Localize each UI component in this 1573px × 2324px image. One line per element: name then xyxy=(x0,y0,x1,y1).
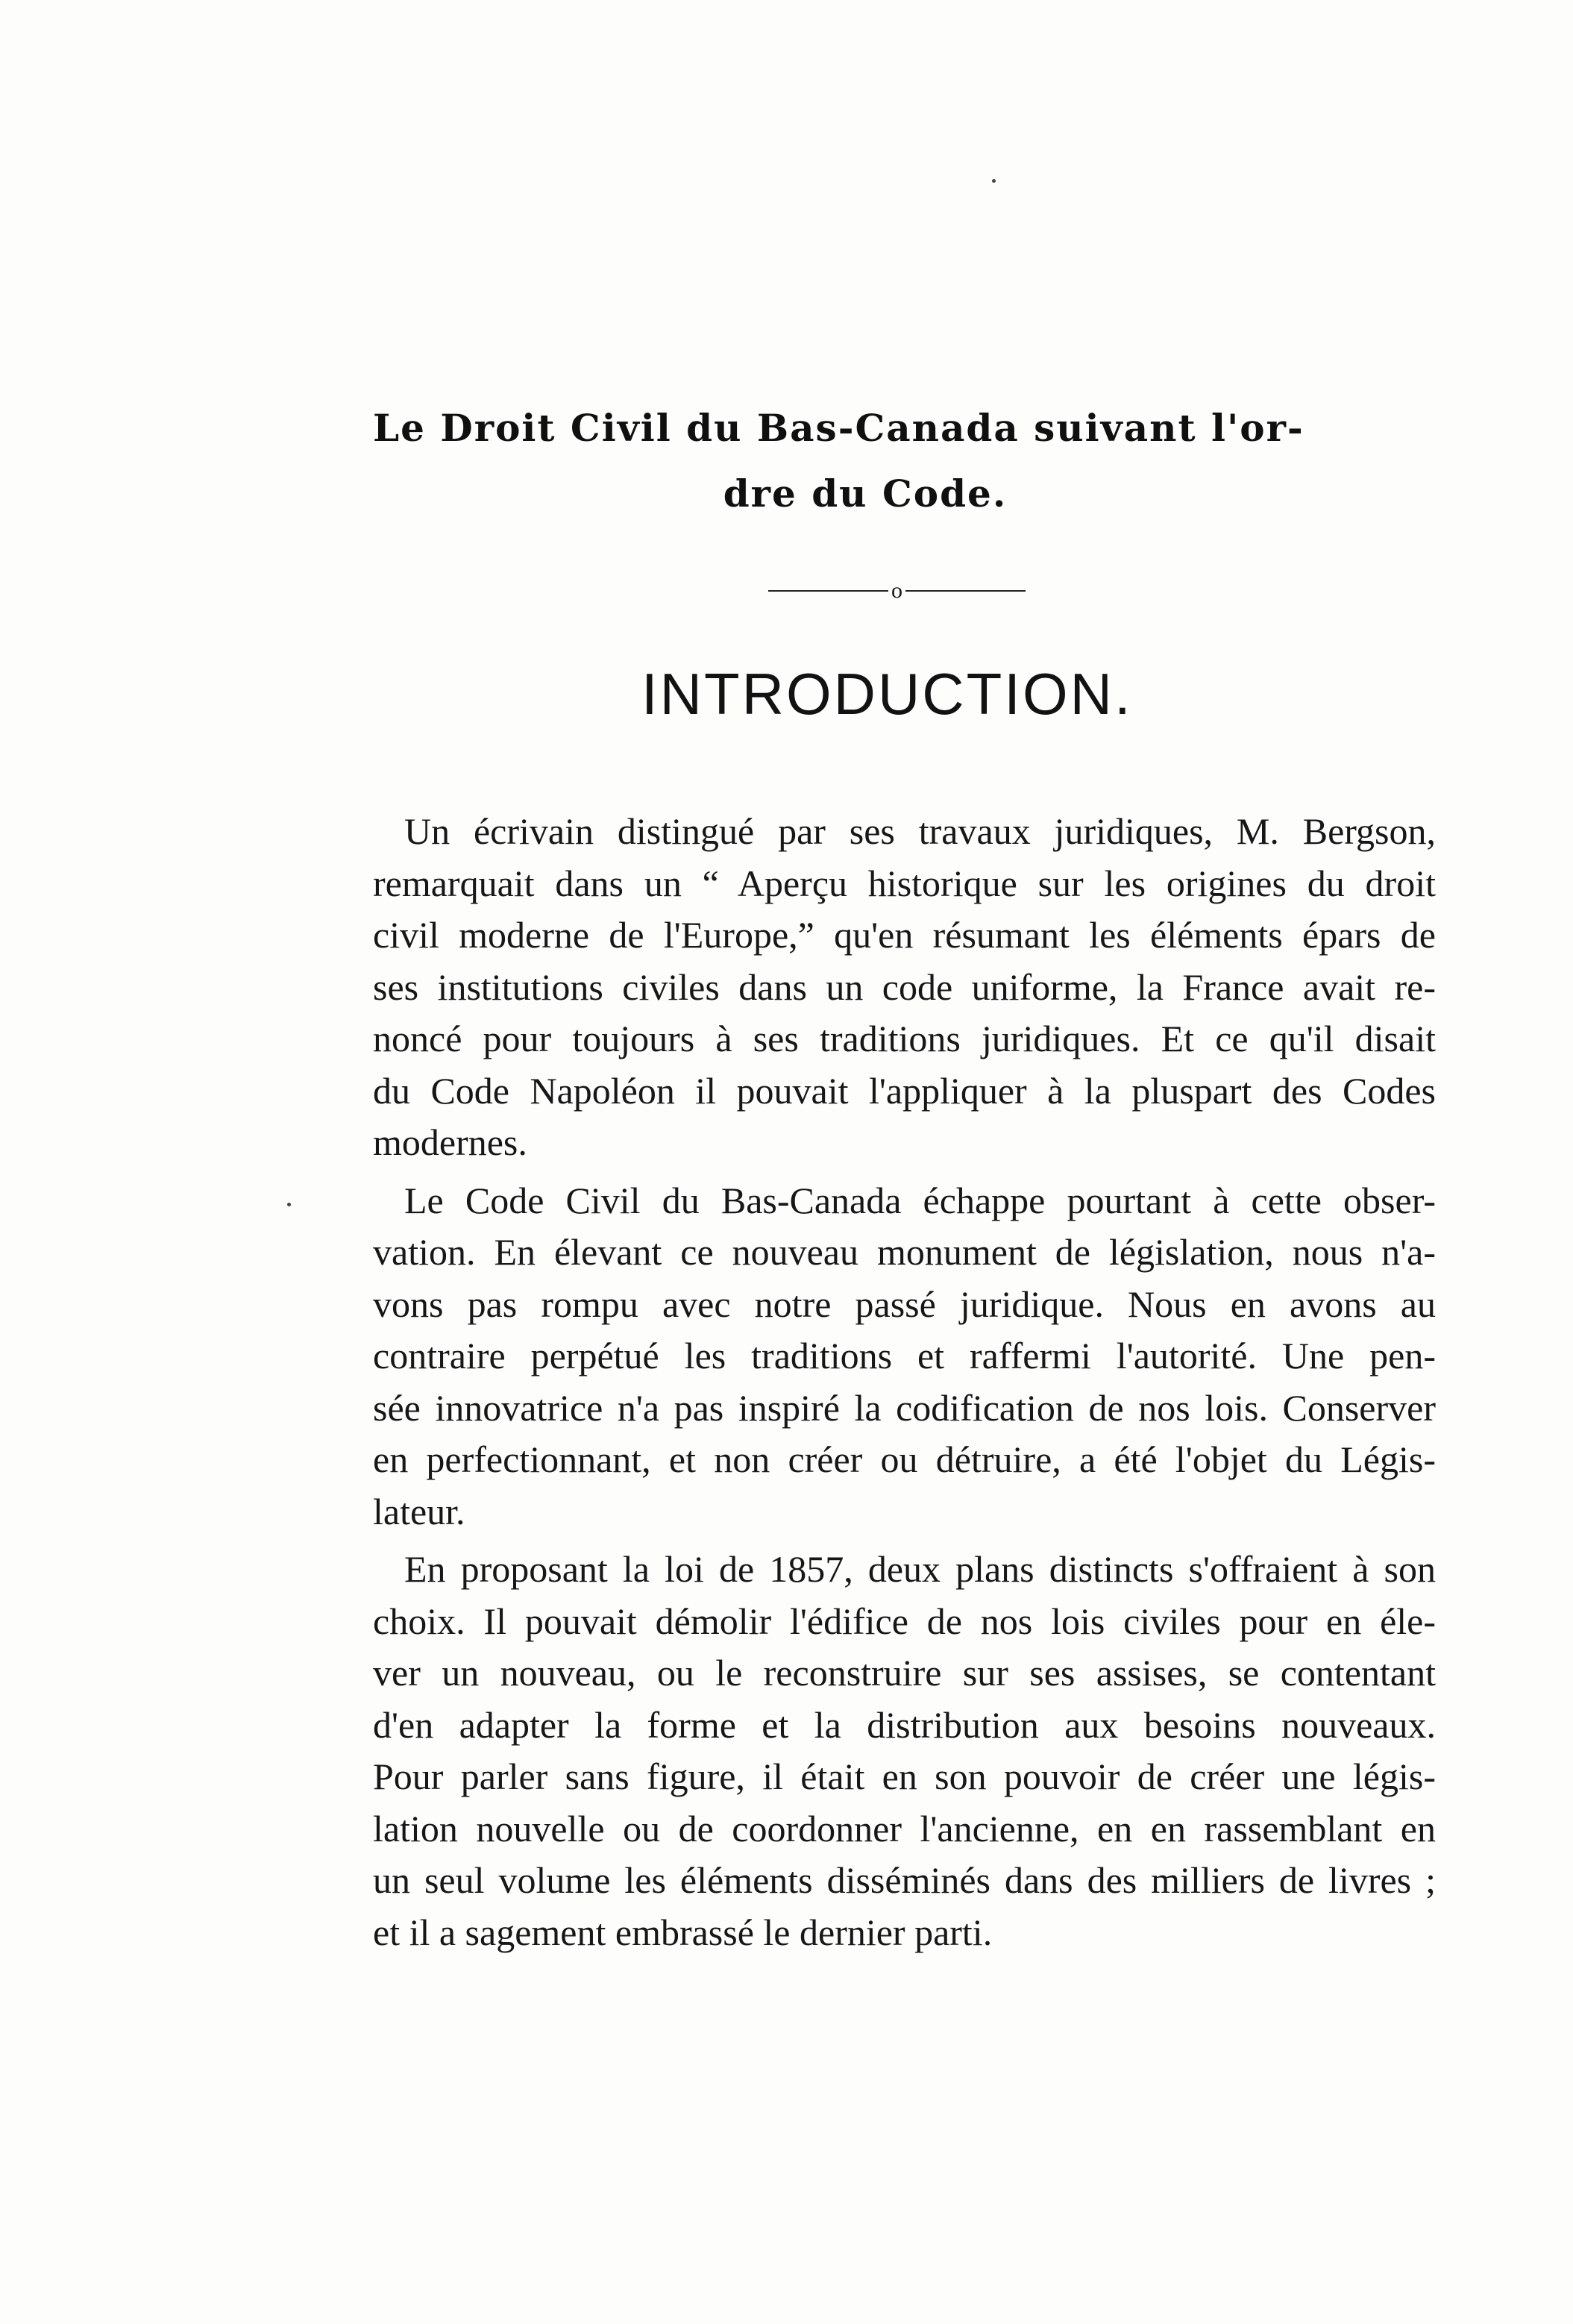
text-line: remarquait dans un “ Aperçu historique sur les origines du droit xyxy=(373,862,1436,904)
text-line: et il a sagement embrassé le dernier parti. xyxy=(373,1911,993,1953)
print-speck xyxy=(287,1203,291,1206)
text-line: Un écrivain distingué par ses travaux juridiques, M. Bergson, xyxy=(404,810,1436,852)
title-line-2: dre du Code. xyxy=(723,472,1008,516)
text-line: civil moderne de l'Europe,” qu'en résumant les éléments épars de xyxy=(373,914,1436,956)
text-line: Le Code Civil du Bas-Canada échappe pourtant à cette obser- xyxy=(404,1179,1436,1221)
text-line: en perfectionnant, et non créer ou détruire, a été l'objet du Légis- xyxy=(373,1438,1436,1480)
text-line: ses institutions civiles dans un code uniforme, la France avait re- xyxy=(373,965,1436,1008)
text-line: un seul volume les éléments disséminés dans des milliers de livres ; xyxy=(373,1859,1436,1901)
text-line: modernes. xyxy=(373,1121,527,1163)
text-line: noncé pour toujours à ses traditions juridiques. Et ce qu'il disait xyxy=(373,1018,1436,1059)
paragraph-3 xyxy=(373,1544,1436,1958)
text-line: sée innovatrice n'a pas inspiré la codification de nos lois. Conserver xyxy=(373,1386,1436,1429)
separator-mark: o xyxy=(891,578,902,603)
text-line: choix. Il pouvait démolir l'édifice de nos lois civiles pour en éle- xyxy=(373,1600,1436,1642)
separator-rule-left xyxy=(768,590,888,592)
body-text xyxy=(373,806,1436,1964)
title-separator xyxy=(768,569,1026,613)
paragraph-2 xyxy=(373,1175,1436,1538)
separator-rule-right xyxy=(905,590,1026,592)
text-line: vons pas rompu avec notre passé juridique. Nous en avons au xyxy=(373,1282,1436,1325)
text-line: du Code Napoléon il pouvait l'appliquer à la pluspart des Codes xyxy=(373,1069,1436,1112)
document-title xyxy=(373,395,1462,527)
print-speck xyxy=(992,179,996,183)
text-line: Pour parler sans figure, il était en son pouvoir de créer une légis- xyxy=(373,1755,1436,1797)
text-line: lation nouvelle ou de coordonner l'ancienne, en en rassemblant en xyxy=(373,1807,1436,1850)
text-line: En proposant la loi de 1857, deux plans distincts s'offraient à son xyxy=(404,1548,1436,1590)
title-line-1: Le Droit Civil du Bas-Canada suivant l'or- xyxy=(373,406,1304,450)
text-line: contraire perpétué les traditions et raffermi l'autorité. Une pen- xyxy=(373,1335,1436,1376)
text-line: vation. En élevant ce nouveau monument de législation, nous n'a- xyxy=(373,1231,1436,1273)
section-heading: INTRODUCTION. xyxy=(641,661,1133,727)
paragraph-1 xyxy=(373,806,1436,1169)
text-line: ver un nouveau, ou le reconstruire sur ses assises, se contentant xyxy=(373,1652,1436,1694)
text-line: lateur. xyxy=(373,1490,465,1532)
text-line: d'en adapter la forme et la distribution aux besoins nouveaux. xyxy=(373,1703,1436,1746)
